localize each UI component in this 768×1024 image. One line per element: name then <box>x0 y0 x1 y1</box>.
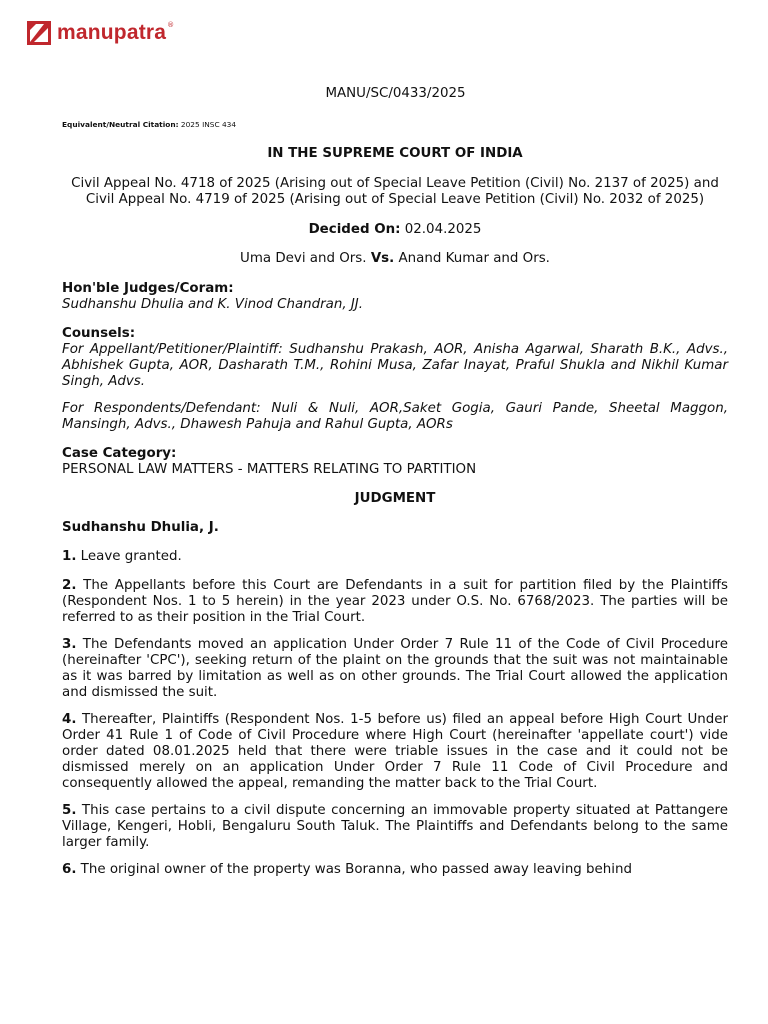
paragraph-text: Leave granted. <box>80 549 182 564</box>
equivalent-citation-label: Equivalent/Neutral Citation: <box>62 120 179 129</box>
manu-citation: MANU/SC/0433/2025 <box>325 86 466 101</box>
brand-reg: ® <box>167 21 175 29</box>
decided-on-date: 02.04.2025 <box>404 222 482 237</box>
paragraph-4 <box>62 712 728 792</box>
paragraph-3 <box>62 637 728 701</box>
case-category-label: Case Category: <box>62 446 177 461</box>
paragraph-number: 2. <box>62 578 77 593</box>
paragraph-text: The Appellants before this Court are Defendants in a suit for partition filed by the Plaintiffs (Respondent Nos. 1 to 5 herein) in the year 2023 under O.S. No. 6768/2023. The parties will be referred to as their position in the Trial Court. <box>62 578 729 625</box>
versus: Vs. <box>370 251 395 266</box>
judgment-author: Sudhanshu Dhulia, J. <box>62 520 219 535</box>
brand-name: manupatra <box>57 21 167 44</box>
party-appellant: Uma Devi and Ors. <box>240 251 367 266</box>
counsels-appellant: For Appellant/Petitioner/Plaintiff: Sudhanshu Prakash, AOR, Anisha Agarwal, Sharath B.K., Advs., Abhishek Gupta, AOR, Dasharath T.M., Rohini Musa, Zafar Inayat, Praful Shukla and Nikhil Kumar Singh, Advs. <box>62 342 728 389</box>
paragraph-number: 1. <box>62 549 77 564</box>
equivalent-citation-value: 2025 INSC 434 <box>180 120 237 129</box>
paragraph-5 <box>62 803 728 851</box>
case-title: Civil Appeal No. 4718 of 2025 (Arising out of Special Leave Petition (Civil) No. 2137 of 2025) and Civil Appeal No. 4719 of 2025 (Arising out of Special Leave Petition (Civil) No. 2032 of 2025) <box>71 176 719 207</box>
judgment-heading: JUDGMENT <box>354 491 436 506</box>
paragraph-6 <box>62 862 728 878</box>
case-category-value: PERSONAL LAW MATTERS - MATTERS RELATING TO PARTITION <box>62 462 477 477</box>
paragraph-text: The original owner of the property was Boranna, who passed away leaving behind <box>80 862 632 877</box>
paragraph-2 <box>62 578 728 626</box>
paragraph-1 <box>62 549 728 565</box>
paragraph-number: 3. <box>62 637 77 652</box>
parties <box>62 251 728 267</box>
party-respondent: Anand Kumar and Ors. <box>398 251 550 266</box>
counsels-label: Counsels: <box>62 326 136 341</box>
counsels-respondent: For Respondents/Defendant: Nuli & Nuli, AOR,Saket Gogia, Gauri Pande, Sheetal Maggon, Mansingh, Advs., Dhawesh Pahuja and Rahul Gupta, AORs <box>62 401 728 432</box>
decided-on <box>62 222 728 238</box>
manupatra-logo <box>27 20 174 46</box>
paragraph-number: 6. <box>62 862 77 877</box>
coram-label: Hon'ble Judges/Coram: <box>62 281 234 296</box>
court-name: IN THE SUPREME COURT OF INDIA <box>267 146 523 161</box>
paragraph-text: The Defendants moved an application Under Order 7 Rule 11 of the Code of Civil Procedure (hereinafter 'CPC'), seeking return of the plaint on the grounds that the suit was not maintainable as it was barred by limitation as well as on other grounds. The Trial Court allowed the application and dismissed the suit. <box>62 637 728 700</box>
coram-value: Sudhanshu Dhulia and K. Vinod Chandran, JJ. <box>62 297 364 312</box>
document-body <box>62 86 728 878</box>
paragraph-number: 5. <box>62 803 77 818</box>
paragraph-number: 4. <box>62 712 77 727</box>
decided-on-label: Decided On: <box>308 222 401 237</box>
paragraph-text: This case pertains to a civil dispute concerning an immovable property situated at Pattangere Village, Kengeri, Hobli, Bengaluru South Taluk. The Plaintiffs and Defendants belong to the same larger family. <box>62 803 728 850</box>
manupatra-logo-icon <box>27 21 51 45</box>
paragraph-text: Thereafter, Plaintiffs (Respondent Nos. 1-5 before us) filed an appeal before High Court Under Order 41 Rule 1 of Code of Civil Procedure where High Court (hereinafter 'appellate court') vide order dated 08.01.2025 held that there were triable issues in the case and it could not be dismissed merely on an application Under Order 7 Rule 11 Code of Civil Procedure and consequently allowed the appeal, remanding the matter back to the Trial Court. <box>62 712 728 791</box>
